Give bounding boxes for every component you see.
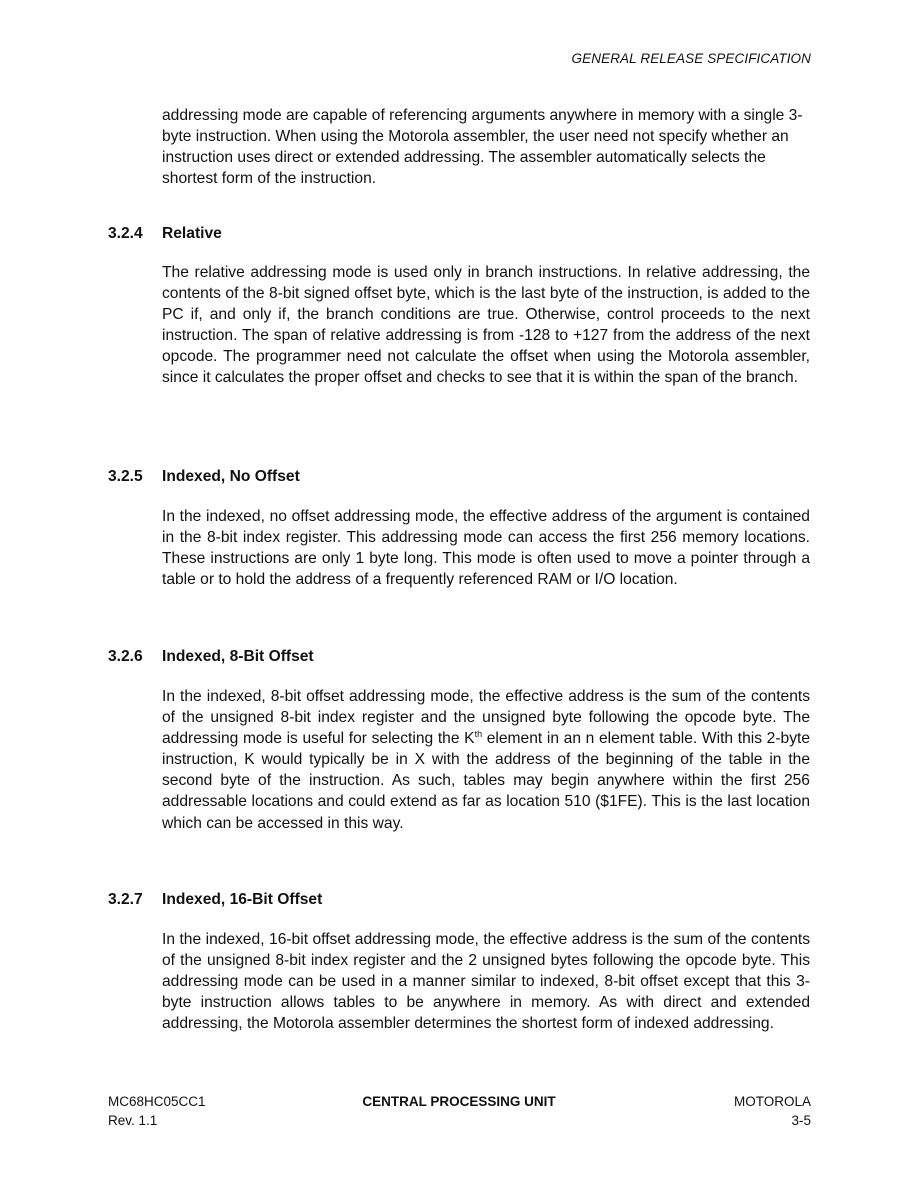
section-title: Indexed, 16-Bit Offset [162,891,323,908]
footer-chapter-title: CENTRAL PROCESSING UNIT [362,1094,556,1109]
body-text: In the indexed, 8-bit offset addressing mode, the effective address is the sum of the contents of the unsigned 8-bit index register and the unsigned byte following the opcode byte. The addressing mode is useful for selecting the K [162,688,810,748]
section-body-indexed-16bit-offset: In the indexed, 16-bit offset addressing mode, the effective address is the sum of the contents of the unsigned 8-bit index register and the 2 unsigned bytes following the opcode byte. This addressing mode can be used in a manner similar to indexed, 8-bit offset except that this 3-byte instruction allows tables to be anywhere in memory. As with direct and extended addressing, the Motorola assembler determines the shortest form of indexed addressing. [162,931,810,1033]
company-name: MOTOROLA [733,1094,811,1109]
section-title: Indexed, 8-Bit Offset [162,648,314,665]
running-header: GENERAL RELEASE SPECIFICATION [571,51,811,66]
section-title: Relative [162,225,222,242]
section-body-indexed-8bit-offset [162,686,810,834]
section-heading-indexed-8bit-offset [108,647,314,667]
body-text: element in an n element table. With this 2-byte instruction, K would typically be in X with the address of the beginning of the table in the second byte of the instruction. As such, tables may begin anywhere within the first 256 addressable locations and could extend as far as location 510 ($1FE). This is the last location which can be accessed in this way. [162,730,810,832]
footer-right [734,1092,811,1130]
section-number: 3.2.7 [108,891,143,908]
page-number: 3-5 [791,1113,811,1128]
section-title: Indexed, No Offset [162,468,300,485]
section-body-indexed-no-offset: In the indexed, no offset addressing mode, the effective address of the argument is contained in the 8-bit index register. This addressing mode can access the first 256 memory locations. These instructions are only 1 byte long. This mode is often used to move a pointer through a table or to hold the address of a frequently referenced RAM or I/O location. [162,508,810,589]
section-heading-relative [108,224,222,244]
section-number: 3.2.6 [108,648,143,665]
section-heading-indexed-16bit-offset [108,890,322,910]
section-heading-indexed-no-offset [108,467,300,487]
section-number: 3.2.5 [108,468,143,485]
intro-paragraph: addressing mode are capable of referencing arguments anywhere in memory with a single 3-byte instruction. When using the Motorola assembler, the user need not specify whether an instruction uses direct or extended addressing. The assembler automatically selects the shortest form of the instruction. [162,107,803,188]
superscript-th: th [474,729,483,739]
section-number: 3.2.4 [108,225,143,242]
section-body-relative: The relative addressing mode is used only in branch instructions. In relative addressing, the contents of the 8-bit signed offset byte, which is the last byte of the instruction, is added to the PC if, and only if, the branch conditions are true. Otherwise, control proceeds to the next instruction. The span of relative addressing is from -128 to +127 from the address of the next opcode. The programmer need not calculate the offset when using the Motorola assembler, since it calculates the proper offset and checks to see that it is within the span of the branch. [162,264,810,387]
revision: Rev. 1.1 [108,1113,158,1128]
part-number: MC68HC05CC1 [108,1094,206,1109]
